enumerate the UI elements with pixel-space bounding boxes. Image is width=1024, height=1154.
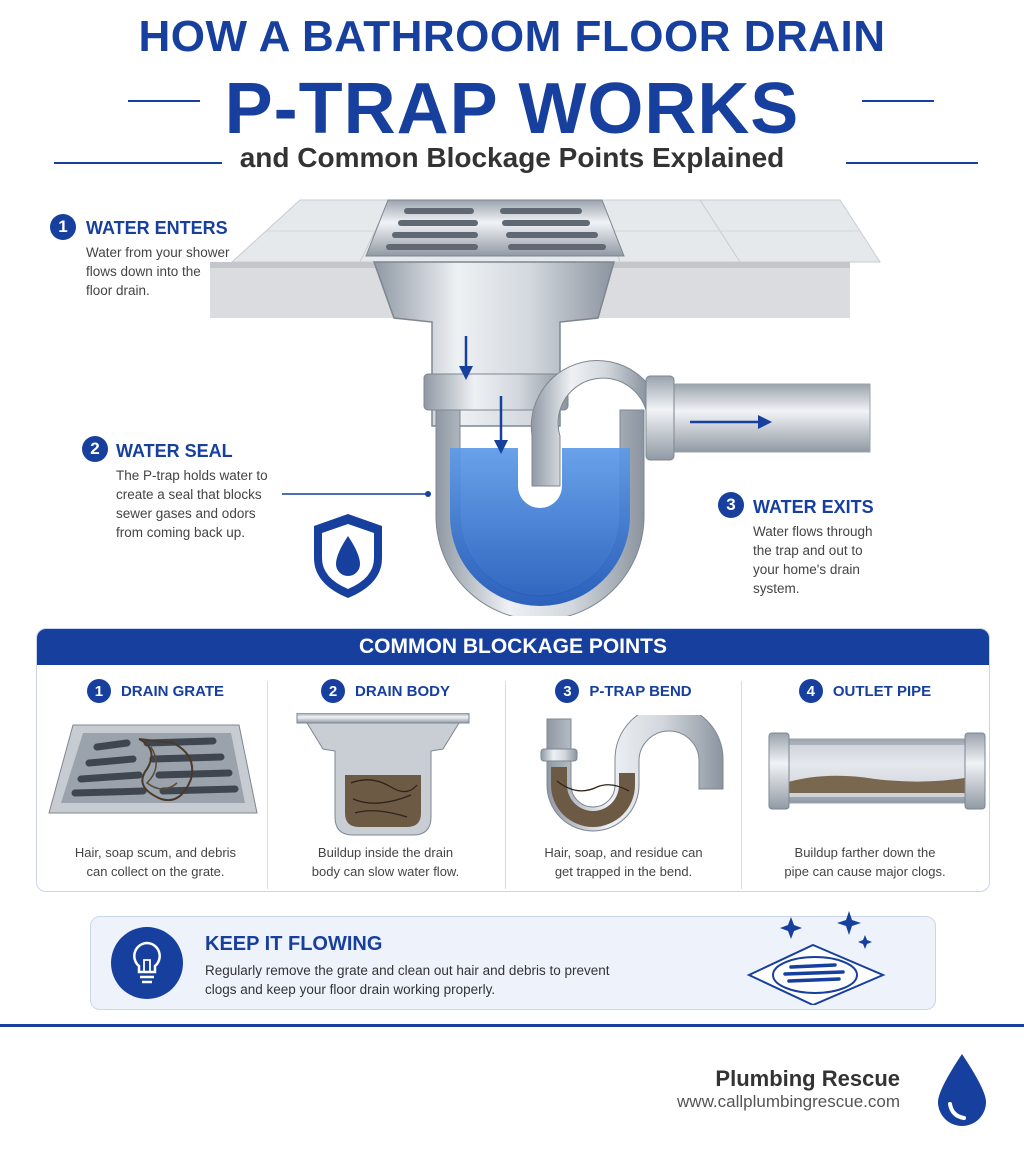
- step-3-text: Water flows through the trap and out to your home's drain system.: [753, 524, 873, 596]
- outlet-pipe-clog-illustration: [765, 731, 989, 815]
- step-2-title: WATER SEAL: [116, 441, 233, 461]
- subtitle: and Common Blockage Points Explained: [239, 142, 785, 173]
- tip-text: Regularly remove the grate and clean out hair and debris to prevent clogs and keep your floor drain working properly.: [205, 963, 610, 997]
- drain-body: [374, 262, 614, 426]
- step-2-number: 2: [82, 436, 108, 462]
- blockage-1-title: DRAIN GRATE: [120, 682, 225, 700]
- step-3-number: 3: [718, 492, 744, 518]
- title-line-1: HOW A BATHROOM FLOOR DRAIN: [138, 12, 886, 61]
- blockage-2-number: 2: [321, 679, 345, 703]
- blockage-4-title: OUTLET PIPE: [832, 682, 932, 700]
- blockage-item-drain-grate: [37, 665, 274, 891]
- p-trap-clog-illustration: [537, 715, 727, 835]
- shield-water-drop-icon: [314, 514, 382, 598]
- blockage-heading: COMMON BLOCKAGE POINTS: [37, 629, 989, 665]
- step-1-title: WATER ENTERS: [86, 218, 228, 238]
- blockage-item-outlet-pipe: [741, 665, 989, 891]
- tip-title: KEEP IT FLOWING: [205, 933, 383, 955]
- water-drop-logo-icon: [936, 1052, 988, 1126]
- lightbulb-icon: [111, 927, 183, 999]
- footer-divider: [0, 1024, 1024, 1027]
- title-line-2: P-TRAP WORKS: [224, 69, 800, 149]
- blockage-1-number: 1: [87, 679, 111, 703]
- blockage-3-title: P-TRAP BEND: [589, 682, 692, 700]
- blockage-4-text: Buildup farther down the pipe can cause major clogs.: [784, 845, 946, 879]
- title-rule-right: [862, 100, 934, 102]
- grate-clog-illustration: [43, 717, 263, 827]
- blockage-2-title: DRAIN BODY: [354, 682, 450, 700]
- blockage-4-number: 4: [799, 679, 823, 703]
- blockage-panel: [36, 628, 990, 892]
- blockage-1-text: Hair, soap scum, and debris can collect on the grate.: [74, 845, 237, 879]
- footer-url[interactable]: www.callplumbingrescue.com: [677, 1092, 900, 1111]
- blockage-item-p-trap-bend: [505, 665, 742, 891]
- keep-it-flowing-box: [90, 916, 936, 1010]
- clean-drain-sparkle-icon: [743, 909, 893, 1005]
- blockage-2-text: Buildup inside the drain body can slow water flow.: [311, 845, 460, 879]
- blockage-3-text: Hair, soap, and residue can get trapped in the bend.: [544, 845, 703, 879]
- step-3-title: WATER EXITS: [753, 497, 874, 517]
- blockage-3-number: 3: [555, 679, 579, 703]
- step-2-text: The P-trap holds water to create a seal that blocks sewer gases and odors from coming back up.: [116, 468, 268, 540]
- subtitle-rule-right: [846, 162, 978, 164]
- blockage-item-drain-body: [267, 665, 504, 891]
- drain-body-clog-illustration: [293, 713, 473, 837]
- step-1-text: Water from your shower flows down into the floor drain.: [86, 245, 230, 298]
- drain-grate: [366, 200, 624, 256]
- step-1-number: 1: [50, 214, 76, 240]
- footer-brand: Plumbing Rescue: [715, 1066, 900, 1091]
